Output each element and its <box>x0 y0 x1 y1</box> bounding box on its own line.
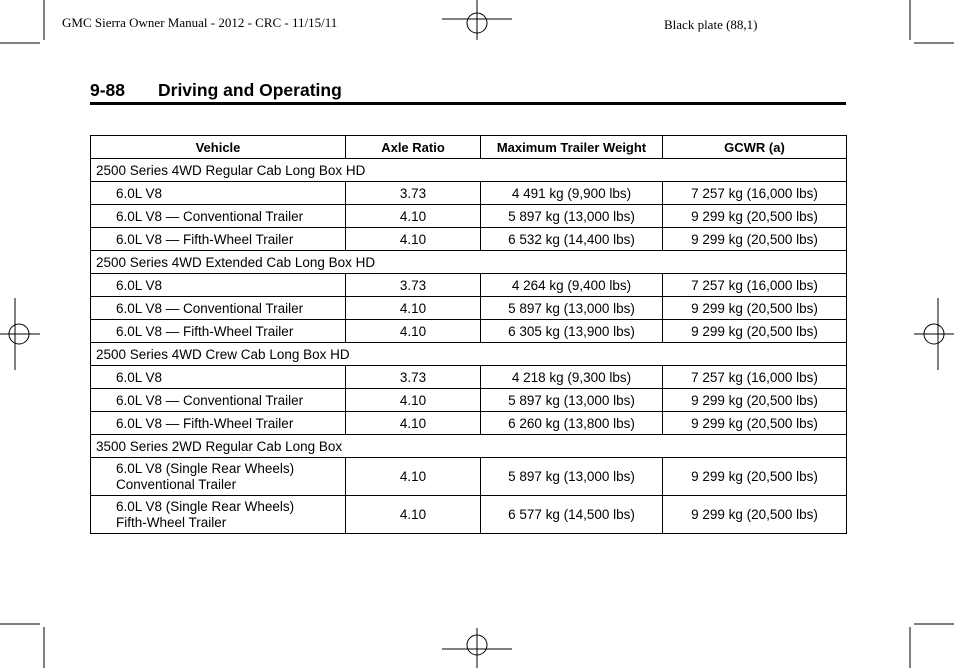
axle-ratio-cell: 3.73 <box>346 366 481 389</box>
table-row <box>91 458 847 496</box>
table-row <box>91 412 847 435</box>
vehicle-cell: 6.0L V8 — Fifth-Wheel Trailer <box>91 412 346 435</box>
vehicle-cell: 6.0L V8 — Conventional Trailer <box>91 389 346 412</box>
column-header-max-trailer-weight: Maximum Trailer Weight <box>481 136 663 159</box>
gcwr-cell: 9 299 kg (20,500 lbs) <box>663 297 847 320</box>
table-row <box>91 228 847 251</box>
title-rule <box>90 102 846 105</box>
table-header-row <box>91 136 847 159</box>
registration-mark-top <box>442 0 512 40</box>
vehicle-cell: 6.0L V8 — Fifth-Wheel Trailer <box>91 320 346 343</box>
table-row <box>91 205 847 228</box>
gcwr-cell: 7 257 kg (16,000 lbs) <box>663 182 847 205</box>
vehicle-cell: 6.0L V8 — Conventional Trailer <box>91 205 346 228</box>
axle-ratio-cell: 4.10 <box>346 389 481 412</box>
vehicle-cell <box>91 496 346 534</box>
axle-ratio-cell: 4.10 <box>346 412 481 435</box>
registration-mark-left <box>0 298 40 370</box>
gcwr-cell: 7 257 kg (16,000 lbs) <box>663 366 847 389</box>
gcwr-cell: 7 257 kg (16,000 lbs) <box>663 274 847 297</box>
group-title: 3500 Series 2WD Regular Cab Long Box <box>91 435 847 458</box>
axle-ratio-cell: 4.10 <box>346 496 481 534</box>
max-trailer-weight-cell: 4 491 kg (9,900 lbs) <box>481 182 663 205</box>
axle-ratio-cell: 3.73 <box>346 274 481 297</box>
gcwr-cell: 9 299 kg (20,500 lbs) <box>663 228 847 251</box>
column-header-axle-ratio: Axle Ratio <box>346 136 481 159</box>
gcwr-cell: 9 299 kg (20,500 lbs) <box>663 496 847 534</box>
max-trailer-weight-cell: 5 897 kg (13,000 lbs) <box>481 205 663 228</box>
axle-ratio-cell: 4.10 <box>346 228 481 251</box>
registration-mark-right <box>914 298 954 370</box>
column-header-gcwr: GCWR (a) <box>663 136 847 159</box>
axle-ratio-cell: 4.10 <box>346 458 481 496</box>
group-row <box>91 435 847 458</box>
gcwr-cell: 9 299 kg (20,500 lbs) <box>663 205 847 228</box>
vehicle-line-2: Conventional Trailer <box>116 476 237 492</box>
group-title: 2500 Series 4WD Crew Cab Long Box HD <box>91 343 847 366</box>
vehicle-cell: 6.0L V8 — Fifth-Wheel Trailer <box>91 228 346 251</box>
registration-mark-bottom <box>442 628 512 668</box>
gcwr-cell: 9 299 kg (20,500 lbs) <box>663 389 847 412</box>
group-title: 2500 Series 4WD Extended Cab Long Box HD <box>91 251 847 274</box>
print-header-right: Black plate (88,1) <box>664 17 758 32</box>
vehicle-cell: 6.0L V8 <box>91 182 346 205</box>
vehicle-line-1: 6.0L V8 (Single Rear Wheels) <box>116 460 295 476</box>
max-trailer-weight-cell: 6 577 kg (14,500 lbs) <box>481 496 663 534</box>
vehicle-cell: 6.0L V8 — Conventional Trailer <box>91 297 346 320</box>
vehicle-cell: 6.0L V8 <box>91 274 346 297</box>
axle-ratio-cell: 4.10 <box>346 320 481 343</box>
trailer-weight-table <box>90 135 847 534</box>
page-title-row <box>90 80 846 102</box>
vehicle-line-2: Fifth-Wheel Trailer <box>116 514 227 530</box>
max-trailer-weight-cell: 4 264 kg (9,400 lbs) <box>481 274 663 297</box>
axle-ratio-cell: 4.10 <box>346 297 481 320</box>
table-row <box>91 182 847 205</box>
table-row <box>91 297 847 320</box>
group-row <box>91 251 847 274</box>
axle-ratio-cell: 3.73 <box>346 182 481 205</box>
vehicle-cell <box>91 458 346 496</box>
max-trailer-weight-cell: 4 218 kg (9,300 lbs) <box>481 366 663 389</box>
group-title: 2500 Series 4WD Regular Cab Long Box HD <box>91 159 847 182</box>
group-row <box>91 343 847 366</box>
vehicle-line-1: 6.0L V8 (Single Rear Wheels) <box>116 498 295 514</box>
max-trailer-weight-cell: 5 897 kg (13,000 lbs) <box>481 458 663 496</box>
max-trailer-weight-cell: 5 897 kg (13,000 lbs) <box>481 297 663 320</box>
table-row <box>91 274 847 297</box>
page-number: 9-88 <box>90 80 126 100</box>
vehicle-cell: 6.0L V8 <box>91 366 346 389</box>
max-trailer-weight-cell: 6 532 kg (14,400 lbs) <box>481 228 663 251</box>
table-row <box>91 389 847 412</box>
max-trailer-weight-cell: 5 897 kg (13,000 lbs) <box>481 389 663 412</box>
axle-ratio-cell: 4.10 <box>346 205 481 228</box>
print-header-left: GMC Sierra Owner Manual - 2012 - CRC - 11/15/11 <box>62 15 338 30</box>
max-trailer-weight-cell: 6 305 kg (13,900 lbs) <box>481 320 663 343</box>
max-trailer-weight-cell: 6 260 kg (13,800 lbs) <box>481 412 663 435</box>
table-row <box>91 366 847 389</box>
section-title: Driving and Operating <box>158 80 342 100</box>
gcwr-cell: 9 299 kg (20,500 lbs) <box>663 458 847 496</box>
group-row <box>91 159 847 182</box>
gcwr-cell: 9 299 kg (20,500 lbs) <box>663 412 847 435</box>
gcwr-cell: 9 299 kg (20,500 lbs) <box>663 320 847 343</box>
table-row <box>91 320 847 343</box>
table-row <box>91 496 847 534</box>
column-header-vehicle: Vehicle <box>91 136 346 159</box>
